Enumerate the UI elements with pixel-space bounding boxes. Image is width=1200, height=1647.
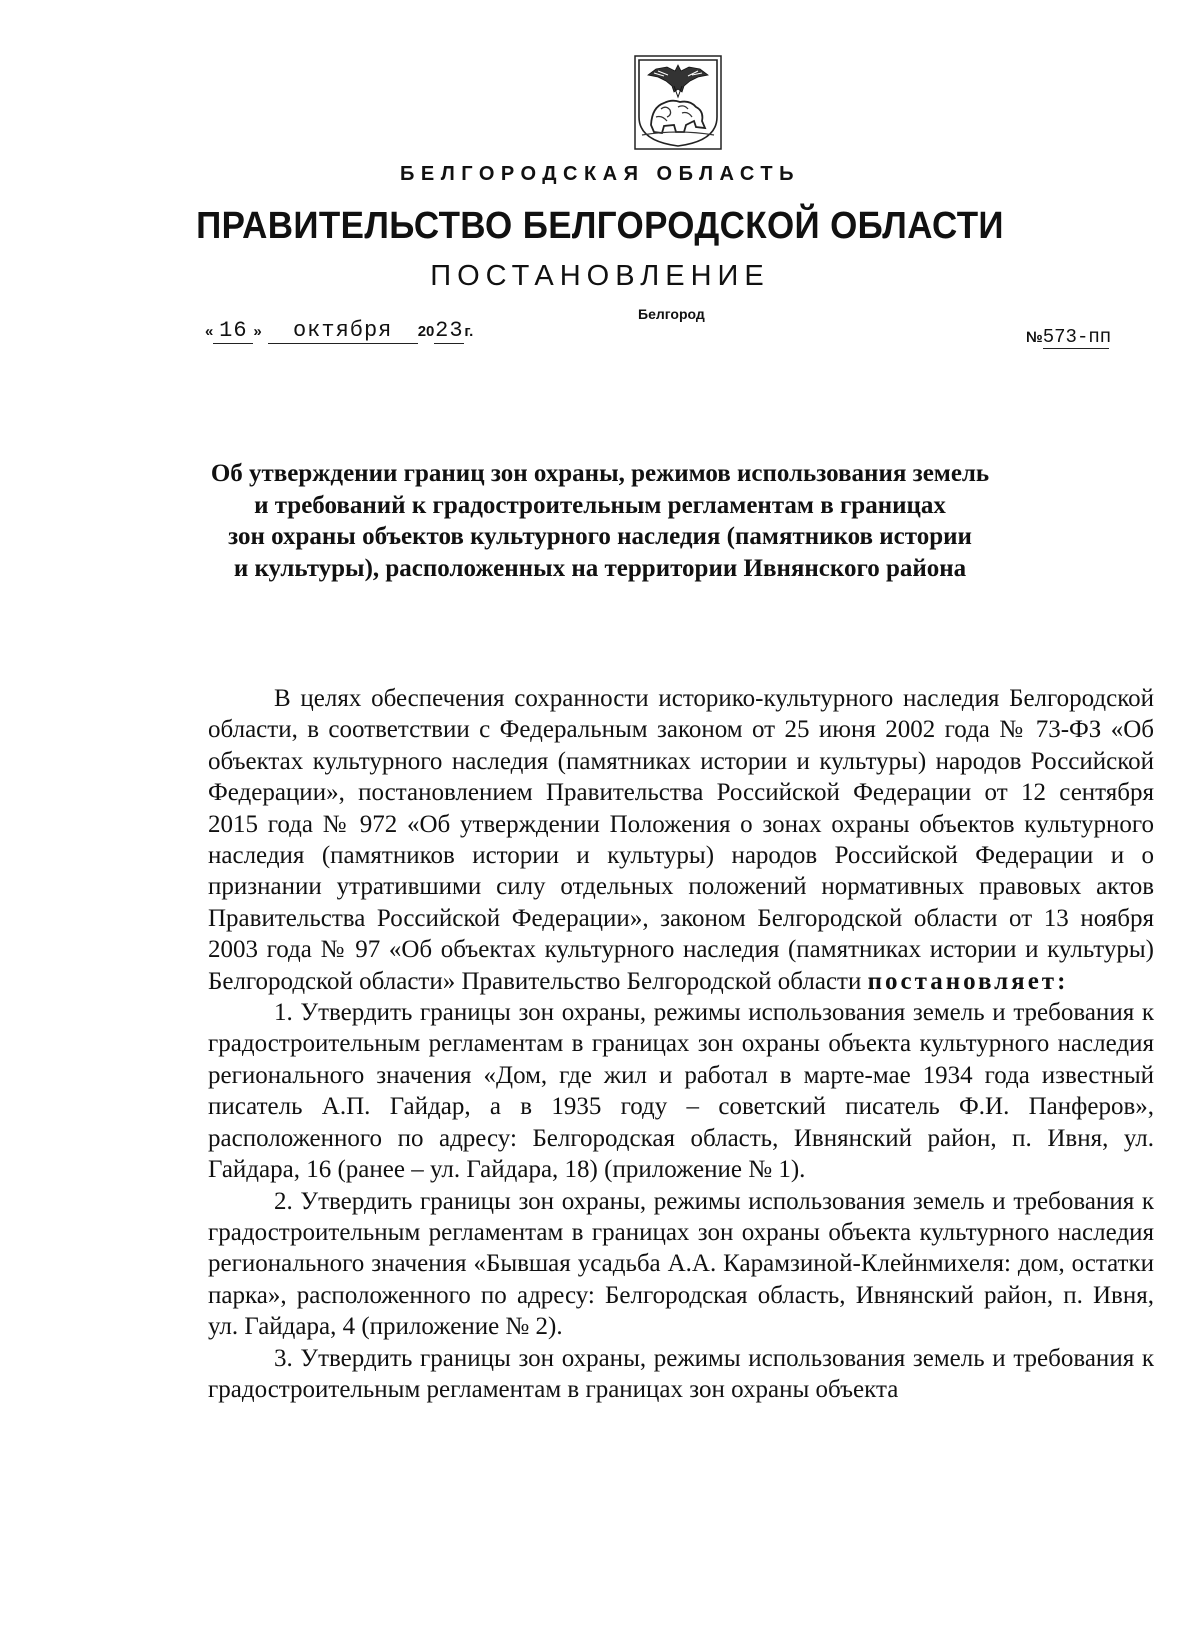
- clause-paragraph: 2. Утвердить границы зон охраны, режимы использования земель и требования к градостроительным регламентам в границах зон охраны объекта культурного наследия регионального значения «Бывшая усадьба А.А. Карамзиной-Клейнмихеля: дом, остатки парка», расположенного по адресу: Белгородская область, Ивнянский район, п. Ивня, ул. Гайдара, 4 (приложение № 2).: [208, 1187, 1154, 1341]
- document-number: [1026, 326, 1112, 349]
- document-body: [208, 683, 1154, 1405]
- clause-paragraph: 1. Утвердить границы зон охраны, режимы использования земель и требования к градостроительным регламентам в границах зон охраны объекта культурного наследия регионального значения «Дом, где жил и работал в марте-мае 1934 года известный писатель А.П. Гайдар, а в 1935 году – советский писатель Ф.И. Панферов», расположенного по адресу: Белгородская область, Ивнянский район, п. Ивня, ул. Гайдара, 16 (ранее – ул. Гайдара, 18) (приложение № 1).: [208, 999, 1154, 1184]
- date-year: 23: [435, 318, 464, 343]
- title-line: и требований к градостроительным регламентам в границах: [254, 491, 946, 519]
- date-year-suffix: г.: [464, 323, 474, 340]
- preamble-paragraph: [208, 683, 1154, 997]
- number-prefix: №: [1026, 329, 1043, 346]
- decree-word: постановляет:: [867, 967, 1069, 995]
- coat-of-arms-icon: [634, 55, 722, 150]
- title-line: зон охраны объектов культурного наследия (памятников истории: [228, 523, 972, 550]
- date-close-quote: »: [253, 323, 262, 340]
- government-heading: ПРАВИТЕЛЬСТВО БЕЛГОРОДСКОЙ ОБЛАСТИ: [196, 205, 1004, 247]
- title-line: Об утверждении границ зон охраны, режимов использования земель: [210, 460, 990, 487]
- date-month: октября: [268, 318, 418, 344]
- date-open-quote: «: [205, 323, 214, 340]
- document-title: [200, 458, 1000, 584]
- date-century: 20: [417, 323, 435, 340]
- number-value: 573-пп: [1042, 326, 1112, 348]
- document-type-heading: ПОСТАНОВЛЕНИЕ: [430, 260, 770, 292]
- preamble-text: В целях обеспечения сохранности историко-культурного наследия Белгородской области, в соответствии с Федеральным законом от 25 июня 2002 года № 73-ФЗ «Об объектах культурного наследия (памятниках истории и культуры) народов Российской Федерации», постановлением Правительства Российской Федерации от 12 сентября 2015 года № 972 «Об утверждении Положения о зонах охраны объектов культурного наследия (памятников истории и культуры) народов Российской Федерации и о признании утратившими силу отдельных положений нормативных правовых актов Правительства Российской Федерации», законом Белгородской области от 13 ноября 2003 года № 97 «Об объектах культурного наследия (памятниках истории и культуры) Белгородской области» Правительство Белгородской области: [208, 685, 1154, 995]
- title-line: и культуры), расположенных на территории Ивнянского района: [233, 554, 967, 582]
- clause-paragraph: 3. Утвердить границы зон охраны, режимы использования земель и требования к градостроительным регламентам в границах зон охраны объекта: [208, 1344, 1154, 1403]
- city-label: Белгород: [638, 306, 705, 322]
- date-day: 16: [213, 318, 253, 344]
- region-heading: БЕЛГОРОДСКАЯ ОБЛАСТЬ: [400, 163, 800, 185]
- document-date: [205, 318, 473, 348]
